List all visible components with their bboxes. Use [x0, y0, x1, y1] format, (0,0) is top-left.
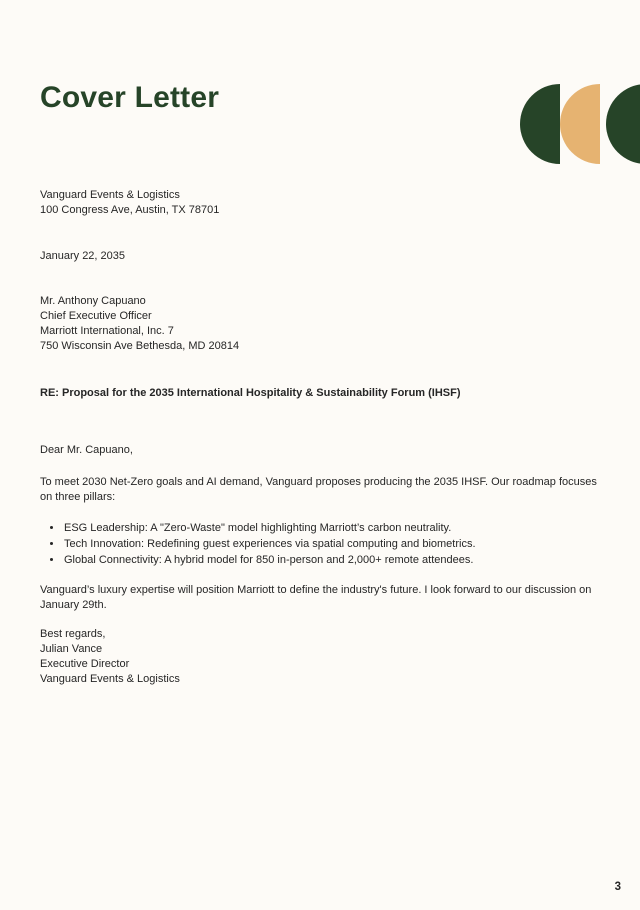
recipient-name: Mr. Anthony Capuano — [40, 295, 146, 307]
page-title: Cover Letter — [40, 81, 220, 114]
body-paragraph-2: Vanguard’s luxury expertise will position Marriott to define the industry's future. I look forward to our discussion on January 29th. — [40, 584, 592, 611]
salutation: Dear Mr. Capuano, — [40, 444, 133, 456]
closing-phrase: Best regards, — [40, 628, 106, 640]
body-paragraph-1: To meet 2030 Net-Zero goals and AI demand, Vanguard proposes producing the 2035 IHSF. Our roadmap focuses on three pillars: — [40, 476, 597, 503]
subject-line: RE: Proposal for the 2035 International Hospitality & Sustainability Forum (IHSF) — [40, 387, 461, 399]
list-item: • Tech Innovation: Redefining guest experiences via spatial computing and biometrics. — [63, 536, 585, 552]
signature-name: Julian Vance — [40, 643, 103, 655]
sender-name: Vanguard Events & Logistics — [40, 189, 180, 201]
signature-company: Vanguard Events & Logistics — [40, 673, 180, 685]
recipient-title: Chief Executive Officer — [40, 310, 152, 322]
pillars-list — [40, 520, 585, 568]
sender-street: 100 Congress Ave, Austin, TX 78701 — [40, 204, 220, 216]
sender-address-block — [40, 188, 600, 218]
closing-block — [40, 627, 600, 687]
letter-date: January 22, 2035 — [40, 250, 126, 262]
letter-page — [0, 82, 640, 687]
page-number: 3 — [614, 881, 621, 893]
recipient-street: 750 Wisconsin Ave Bethesda, MD 20814 — [40, 340, 240, 352]
recipient-company: Marriott International, Inc. 7 — [40, 325, 174, 337]
list-item: • Global Connectivity: A hybrid model for 850 in-person and 2,000+ remote attendees. — [63, 552, 585, 568]
signature-title: Executive Director — [40, 658, 130, 670]
recipient-address-block — [40, 294, 600, 354]
list-item: • ESG Leadership: A "Zero-Waste" model highlighting Marriott’s carbon neutrality. — [63, 520, 585, 536]
